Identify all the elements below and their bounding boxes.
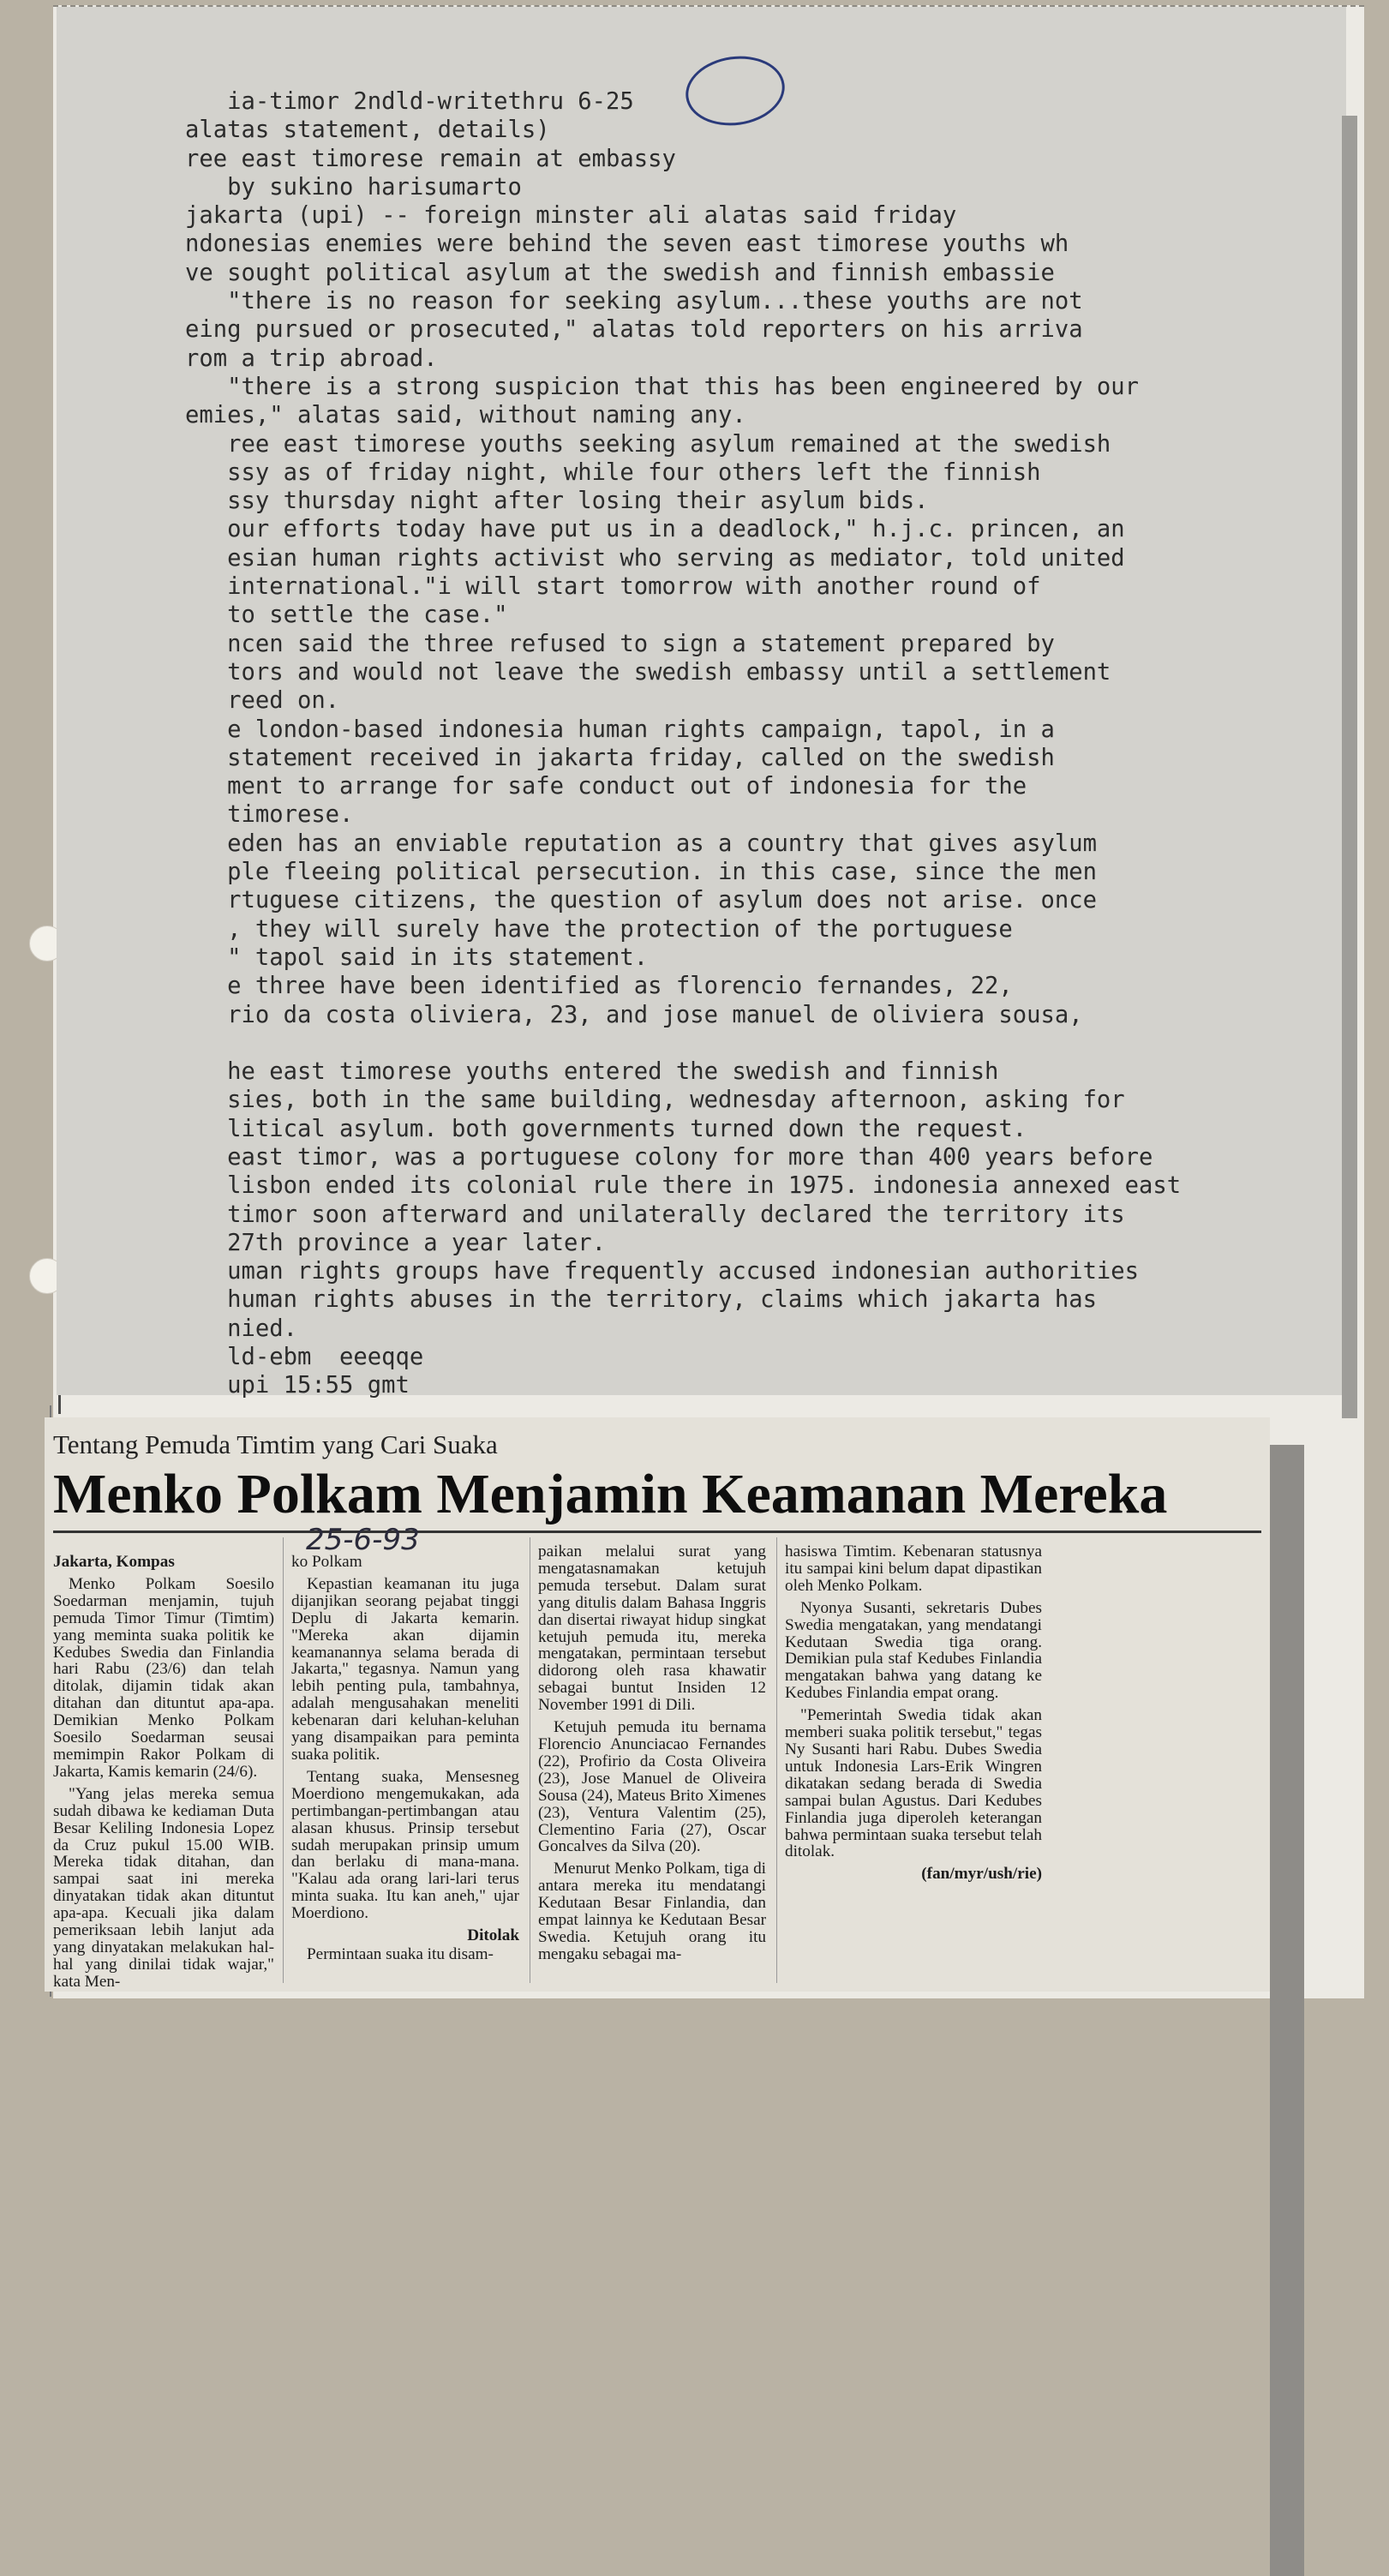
wire-report-line: ple fleeing political persecution. in this case, since the men xyxy=(185,859,1097,886)
wire-report-line: e three have been identified as florencio fernandes, 22, xyxy=(185,973,1013,1000)
wire-report-line: litical asylum. both governments turned down the request. xyxy=(185,1115,1027,1142)
paragraph: Ketujuh pemuda itu bernama Florencio Anunciacao Fernandes (22), Profirio da Costa Oliveira (23), Jose Manuel de Oliveira Sousa (24), Mateus Brito Ximenes (23), Ventura Valentim (25), Clementino Faria (27), Oscar Goncalves da Silva (20). xyxy=(538,1718,766,1856)
paragraph: Kepastian keamanan itu juga dijanjikan seorang pejabat tinggi Deplu di Jakarta kemarin. "Mereka akan dijamin keamanannya selama berada di Jakarta," tegasnya. Namun yang lebih penting pula, tambahnya, adalah mengusahakan meneliti kebenaran dari keluhan-keluhan yang disampaikan para peminta suaka politik. xyxy=(291,1574,519,1764)
article-headline: Menko Polkam Menjamin Keamanan Mereka xyxy=(53,1463,1168,1525)
paragraph: Nyonya Susanti, sekretaris Dubes Swedia mengatakan, yang mendatangi Kedutaan Swedia tiga orang. Demikian pula staf Kedubes Finlandia mengatakan bahwa yang datang ke Kedubes Finlandia empat orang. xyxy=(785,1598,1042,1703)
wire-report-line: jakarta (upi) -- foreign minster ali alatas said friday xyxy=(185,202,957,230)
paragraph: Menko Polkam Soesilo Soedarman menjamin, tujuh pemuda Timor Timur (Timtim) yang meminta suaka politik ke Kedubes Swedia dan Finlandia hari Rabu (23/6) dan telah ditolak, dijamin tidak akan ditahan dan dituntut apa-apa. Demikian Menko Polkam Soesilo Soedarman seusai memimpin Rakor Polkam di Jakarta, Kamis kemarin (24/6). xyxy=(53,1574,274,1781)
wire-report-line: rom a trip abroad. xyxy=(185,344,438,372)
headline-rule xyxy=(53,1531,1261,1533)
wire-report-line: our efforts today have put us in a deadlock," h.j.c. princen, an xyxy=(185,516,1125,543)
wire-report-printout xyxy=(57,7,1346,1399)
wire-report-line: lisbon ended its colonial rule there in 1975. indonesia annexed east xyxy=(185,1172,1182,1200)
byline-credit: (fan/myr/ush/rie) xyxy=(921,1865,1042,1884)
wire-report-line: rio da costa oliviera, 23, and jose manuel de oliviera sousa, xyxy=(185,1001,1083,1028)
wire-report-line: by sukino harisumarto xyxy=(185,173,522,201)
wire-report-line: ia-timor 2ndld-writethru 6-25 xyxy=(185,88,634,115)
wire-report-line: "there is a strong suspicion that this has been engineered by our xyxy=(185,373,1140,400)
wire-report-line: to settle the case." xyxy=(185,602,508,629)
wire-report-line: upi 15:55 gmt xyxy=(185,1372,410,1399)
wire-report-line: uman rights groups have frequently accused indonesian authorities xyxy=(185,1258,1140,1285)
paragraph: paikan melalui surat yang mengatasnamakan ketujuh pemuda tersebut. Dalam surat yang ditulis dalam Bahasa Inggris dan disertai riwayat hidup singkat ketujuh pemuda itu, mereka mengatakan, permintaan tersebut didorong oleh rasa khawatir sebagai buntut Insiden 12 November 1991 di Dili. xyxy=(538,1543,766,1715)
column-divider xyxy=(283,1537,284,1983)
subheading: Ditolak xyxy=(467,1926,519,1945)
wire-report-line xyxy=(185,1029,1290,1057)
wire-report-line: east timor, was a portuguese colony for more than 400 years before xyxy=(185,1143,1153,1171)
column-divider xyxy=(776,1537,777,1983)
wire-report-line: ree east timorese youths seeking asylum remained at the swedish xyxy=(185,430,1111,458)
wire-report-line: sies, both in the same building, wednesday afternoon, asking for xyxy=(185,1087,1125,1114)
wire-report-line: ve sought political asylum at the swedish and finnish embassie xyxy=(185,259,1055,286)
article-column-3 xyxy=(538,1535,766,1968)
wire-report-line: ment to arrange for safe conduct out of indonesia for the xyxy=(185,773,1027,800)
handwritten-date: 25-6-93 xyxy=(306,1523,420,1557)
wire-report-line: , they will surely have the protection of the portuguese xyxy=(185,915,1013,943)
article-kicker: Tentang Pemuda Timtim yang Cari Suaka xyxy=(53,1429,498,1459)
wire-report-line: alatas statement, details) xyxy=(185,117,550,144)
wire-report-line: emies," alatas said, without naming any. xyxy=(185,402,746,429)
wire-report-line: 27th province a year later. xyxy=(185,1229,607,1256)
wire-report-line: e london-based indonesia human rights campaign, tapol, in a xyxy=(185,716,1055,743)
newspaper-clipping xyxy=(45,1417,1270,1992)
wire-report-line: timorese. xyxy=(185,801,354,829)
article-column-1 xyxy=(53,1535,274,1996)
wire-report-line: rtuguese citizens, the question of asylum does not arise. once xyxy=(185,887,1097,914)
wire-report-line: ncen said the three refused to sign a statement prepared by xyxy=(185,630,1055,657)
scan-shadow-strip xyxy=(1342,116,1357,1418)
wire-report-line: eing pursued or prosecuted," alatas told reporters on his arriva xyxy=(185,316,1083,344)
paragraph: Permintaan suaka itu disam- xyxy=(307,1944,494,1963)
wire-report-line: " tapol said in its statement. xyxy=(185,944,649,971)
article-column-4 xyxy=(785,1535,1042,1888)
wire-report-line: tors and would not leave the swedish embassy until a settlement xyxy=(185,658,1111,686)
wire-report-line: reed on. xyxy=(185,687,340,715)
wire-report-line: ree east timorese remain at embassy xyxy=(185,145,676,172)
wire-report-line: international."i will start tomorrow with another round of xyxy=(185,573,1041,601)
wire-report-line: ndonesias enemies were behind the seven east timorese youths wh xyxy=(185,231,1069,258)
dateline: Jakarta, Kompas xyxy=(53,1553,175,1571)
paragraph: Tentang suaka, Mensesneg Moerdiono mengemukakan, ada pertimbangan-pertimbangan atau alasan khusus. Prinsip tersebut sudah merupakan prinsip umum dan berlaku di mana-mana. "Kalau ada orang lari-lari terus minta suaka. Itu kan aneh," ujar Moerdiono. xyxy=(291,1767,519,1923)
wire-report-line: timor soon afterward and unilaterally declared the territory its xyxy=(185,1201,1125,1228)
wire-report-line: esian human rights activist who serving as mediator, told united xyxy=(185,544,1125,572)
wire-report-line: eden has an enviable reputation as a country that gives asylum xyxy=(185,830,1097,857)
wire-report-line: ssy as of friday night, while four others left the finnish xyxy=(185,458,1041,486)
wire-report-line: ld-ebm eeeqqe xyxy=(185,1344,424,1371)
wire-report-line: human rights abuses in the territory, claims which jakarta has xyxy=(185,1286,1097,1314)
wire-report-line: nied. xyxy=(185,1315,297,1342)
wire-report-line: he east timorese youths entered the swedish and finnish xyxy=(185,1058,999,1086)
paragraph: "Pemerintah Swedia tidak akan memberi suaka politik tersebut," tegas Ny Susanti hari Rabu. Dubes Swedia untuk Indonesia Lars-Erik Wingren dikatakan sedang berada di Swedia sampai bulan Agustus. Dari Kedubes Finlandia juga diperoleh keterangan bahwa permintaan suaka tersebut telah ditolak. xyxy=(785,1706,1042,1861)
paragraph: Menurut Menko Polkam, tiga di antara mereka itu mendatangi Kedutaan Besar Finlandia, dan empat lainnya ke Kedutaan Besar Swedia. Ketujuh orang itu mengaku sebagai ma- xyxy=(538,1860,766,1963)
wire-report-text xyxy=(185,87,1290,1400)
paragraph: "Yang jelas mereka semua sudah dibawa ke kediaman Duta Besar Keliling Indonesia Lopez da Cruz pukul 15.00 WIB. Mereka tidak ditahan, dan sampai saat ini mereka dinyatakan tidak akan dituntut apa-apa. Kecuali jika dalam pemeriksaan lebih lanjut ada yang dinyatakan melakukan hal-hal yang dinilai tidak wajar," kata Men- xyxy=(53,1784,274,1991)
clipping-shadow-strip xyxy=(1270,1445,1304,2576)
wire-report-line: "there is no reason for seeking asylum...these youths are not xyxy=(185,288,1083,315)
wire-report-line: ssy thursday night after losing their asylum bids. xyxy=(185,488,929,515)
article-column-2 xyxy=(291,1535,519,1968)
wire-report-line: statement received in jakarta friday, called on the swedish xyxy=(185,744,1055,771)
paragraph: hasiswa Timtim. Kebenaran statusnya itu sampai kini belum dapat dipastikan oleh Menko Polkam. xyxy=(785,1543,1042,1595)
paragraph: ko Polkam xyxy=(291,1553,362,1571)
